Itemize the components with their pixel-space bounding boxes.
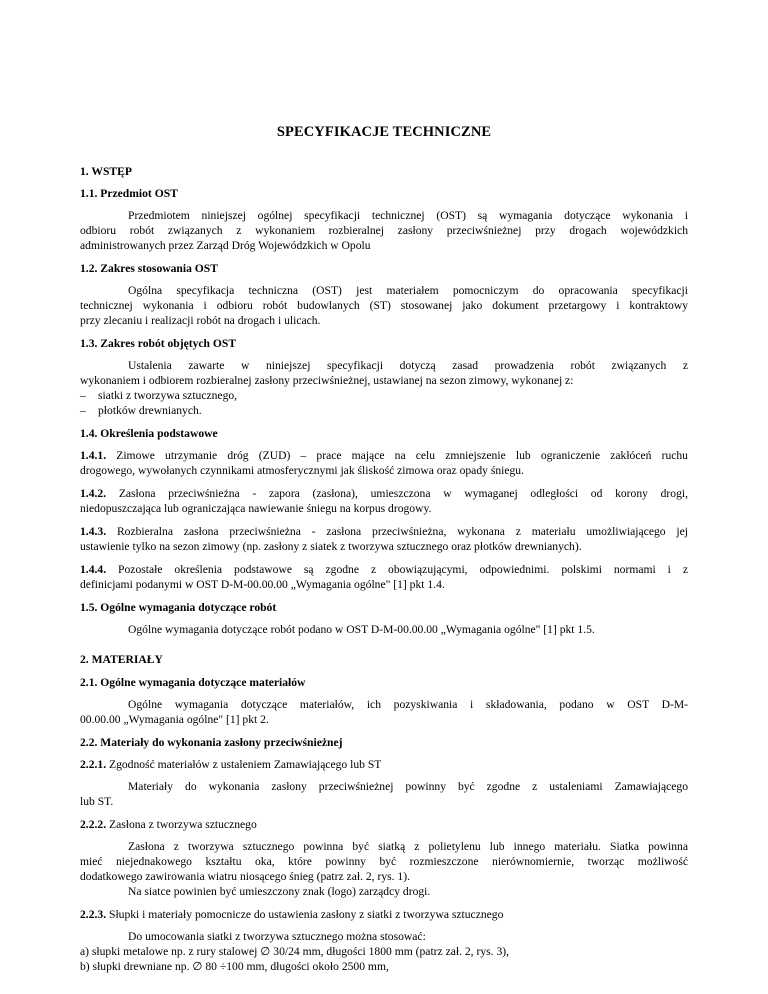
paragraph-line: Przedmiotem niniejszej ogólnej specyfikacji technicznej (OST) są wymagania dotyczące wykonania i — [128, 209, 688, 222]
subsection-heading-1-1: 1.1. Przedmiot OST — [80, 187, 178, 200]
definition-text: Pozostałe określenia podstawowe są zgodne z obowiązującymi, odpowiednimi. polskimi normami i z — [118, 563, 688, 576]
paragraph-line: Do umocowania siatki z tworzywa sztucznego można stosować: — [128, 930, 426, 943]
definition-line: ustawienie tylko na sezon zimowy (np. zasłony z siatek z tworzywa sztucznego oraz płotków drewnianych). — [80, 540, 582, 553]
subsection-heading-2-2: 2.2. Materiały do wykonania zasłony przeciwśnieżnej — [80, 736, 343, 749]
paragraph-line: przy zlecaniu i realizacji robót na drogach i ulicach. — [80, 314, 321, 327]
definition-text: Zasłona przeciwśnieżna - zapora (zasłona), umieszczona w wymaganej odległości od korony drogi, — [118, 487, 688, 500]
paragraph-2-1 — [80, 697, 688, 727]
definition-number: 1.4.1. — [80, 449, 107, 462]
definition-text: Zimowe utrzymanie dróg (ZUD) – prace mające na celu zmniejszenie lub ograniczenie zakłóceń ruchu — [116, 449, 688, 462]
subsection-heading-1-4: 1.4. Określenia podstawowe — [80, 427, 218, 440]
heading-number: 2.2.1. — [80, 758, 107, 771]
paragraph-line: Na siatce powinien być umieszczony znak (logo) zarządcy drogi. — [128, 885, 431, 898]
paragraph-line: odbioru robót związanych z wykonaniem rozbieralnej zasłony przeciwśnieżnej przy drogach wojewódzkich — [80, 224, 688, 237]
paragraph-line: wykonaniem i odbiorem rozbieralnej zasłony przeciwśnieżnej, ustawianej na sezon zimowy, wykonanej z: — [80, 374, 574, 387]
definition-line — [80, 486, 688, 501]
list-item — [80, 403, 688, 418]
list-item: a) słupki metalowe np. z rury stalowej ∅ 30/24 mm, długości 1800 mm (patrz zał. 2, rys. 3), — [80, 945, 509, 958]
heading-text: Słupki i materiały pomocnicze do ustawienia zasłony z siatki z tworzywa sztucznego — [109, 908, 504, 921]
paragraph-line: mieć niejednakowego kształtu oka, które powinny być rozmieszczone nierównomiernie, tworząc możliwość — [80, 855, 688, 868]
subsubsection-heading-2-2-1 — [80, 757, 688, 772]
subsection-heading-1-3: 1.3. Zakres robót objętych OST — [80, 337, 237, 350]
heading-number: 2.2.2. — [80, 818, 107, 831]
subsubsection-heading-2-2-2 — [80, 817, 688, 832]
definition-line: drogowego, wywołanych czynnikami atmosferycznymi jak śliskość zimowa oraz opady śniegu. — [80, 464, 524, 477]
heading-text: Zasłona z tworzywa sztucznego — [109, 818, 257, 831]
definition-1-4-1 — [80, 448, 688, 478]
list-item: b) słupki drewniane np. ∅ 80 ÷100 mm, długości około 2500 mm, — [80, 960, 389, 973]
paragraph-2-2-1 — [80, 779, 688, 809]
paragraph-2-2-2 — [80, 839, 688, 899]
paragraph-line: technicznej wykonania i odbioru robót budowlanych (ST) stosowanej jako dokument przetargowy i kontraktowy — [80, 299, 688, 312]
definition-text: Rozbieralna zasłona przeciwśnieżna - zasłona przeciwśnieżna, wykonana z materiału umożliwiającego jej — [116, 525, 688, 538]
heading-text: Zgodność materiałów z ustaleniem Zamawiającego lub ST — [109, 758, 382, 771]
paragraph-line: dodatkowego zawirowania wiatru niosącego śnieg (patrz zał. 2, rys. 1). — [80, 870, 410, 883]
dash-marker: – — [80, 389, 86, 402]
paragraph-line: Ogólne wymagania dotyczące robót podano w OST D-M-00.00.00 „Wymagania ogólne" [1] pkt 1.5. — [128, 623, 595, 636]
definition-number: 1.4.2. — [80, 487, 107, 500]
heading-number: 2.2.3. — [80, 908, 107, 921]
paragraph-1-5 — [80, 622, 688, 637]
document-title: SPECYFIKACJE TECHNICZNE — [276, 124, 492, 140]
paragraph-line: lub ST. — [80, 795, 114, 808]
definition-1-4-2 — [80, 486, 688, 516]
definition-line — [80, 448, 688, 463]
paragraph-line: Ogólna specyfikacja techniczna (OST) jest materiałem pomocniczym do opracowania specyfikacji — [128, 284, 688, 297]
paragraph-1-1 — [80, 208, 688, 253]
paragraph-line: Materiały do wykonania zasłony przeciwśnieżnej powinny być zgodne z ustaleniami Zamawiającego — [128, 780, 688, 793]
definition-number: 1.4.4. — [80, 563, 107, 576]
definition-1-4-4 — [80, 562, 688, 592]
subsection-heading-1-5: 1.5. Ogólne wymagania dotyczące robót — [80, 601, 277, 614]
dash-marker: – — [80, 404, 86, 417]
list-item — [80, 388, 688, 403]
definition-number: 1.4.3. — [80, 525, 107, 538]
definition-1-4-3 — [80, 524, 688, 554]
paragraph-line: 00.00.00 „Wymagania ogólne" [1] pkt 2. — [80, 713, 269, 726]
definition-line: niedopuszczająca lub ograniczająca nawiewanie śniegu na korpus drogowy. — [80, 502, 432, 515]
subsection-heading-1-2: 1.2. Zakres stosowania OST — [80, 262, 218, 275]
subsection-heading-2-1: 2.1. Ogólne wymagania dotyczące materiałów — [80, 676, 306, 689]
list-item-text: płotków drewnianych. — [98, 404, 202, 417]
paragraph-line: Ogólne wymagania dotyczące materiałów, ich pozyskiwania i składowania, podano w OST D-M- — [128, 698, 688, 711]
paragraph-1-2 — [80, 283, 688, 328]
paragraph-line: Ustalenia zawarte w niniejszej specyfikacji dotyczą zasad prowadzenia robót związanych z — [128, 359, 688, 372]
list-item-text: siatki z tworzywa sztucznego, — [98, 389, 238, 402]
paragraph-line: Zasłona z tworzywa sztucznego powinna być siatką z polietylenu lub innego materiału. Siatka powinna — [128, 840, 688, 853]
definition-line — [80, 562, 688, 577]
paragraph-1-3 — [80, 358, 688, 418]
subsubsection-heading-2-2-3 — [80, 907, 688, 922]
paragraph-line: administrowanych przez Zarząd Dróg Wojewódzkich w Opolu — [80, 239, 371, 252]
definition-line — [80, 524, 688, 539]
section-heading-2: 2. MATERIAŁY — [80, 653, 163, 666]
definition-line: definicjami podanymi w OST D-M-00.00.00 „Wymagania ogólne" [1] pkt 1.4. — [80, 578, 445, 591]
paragraph-2-2-3 — [80, 929, 688, 974]
section-heading-1: 1. WSTĘP — [80, 165, 132, 178]
